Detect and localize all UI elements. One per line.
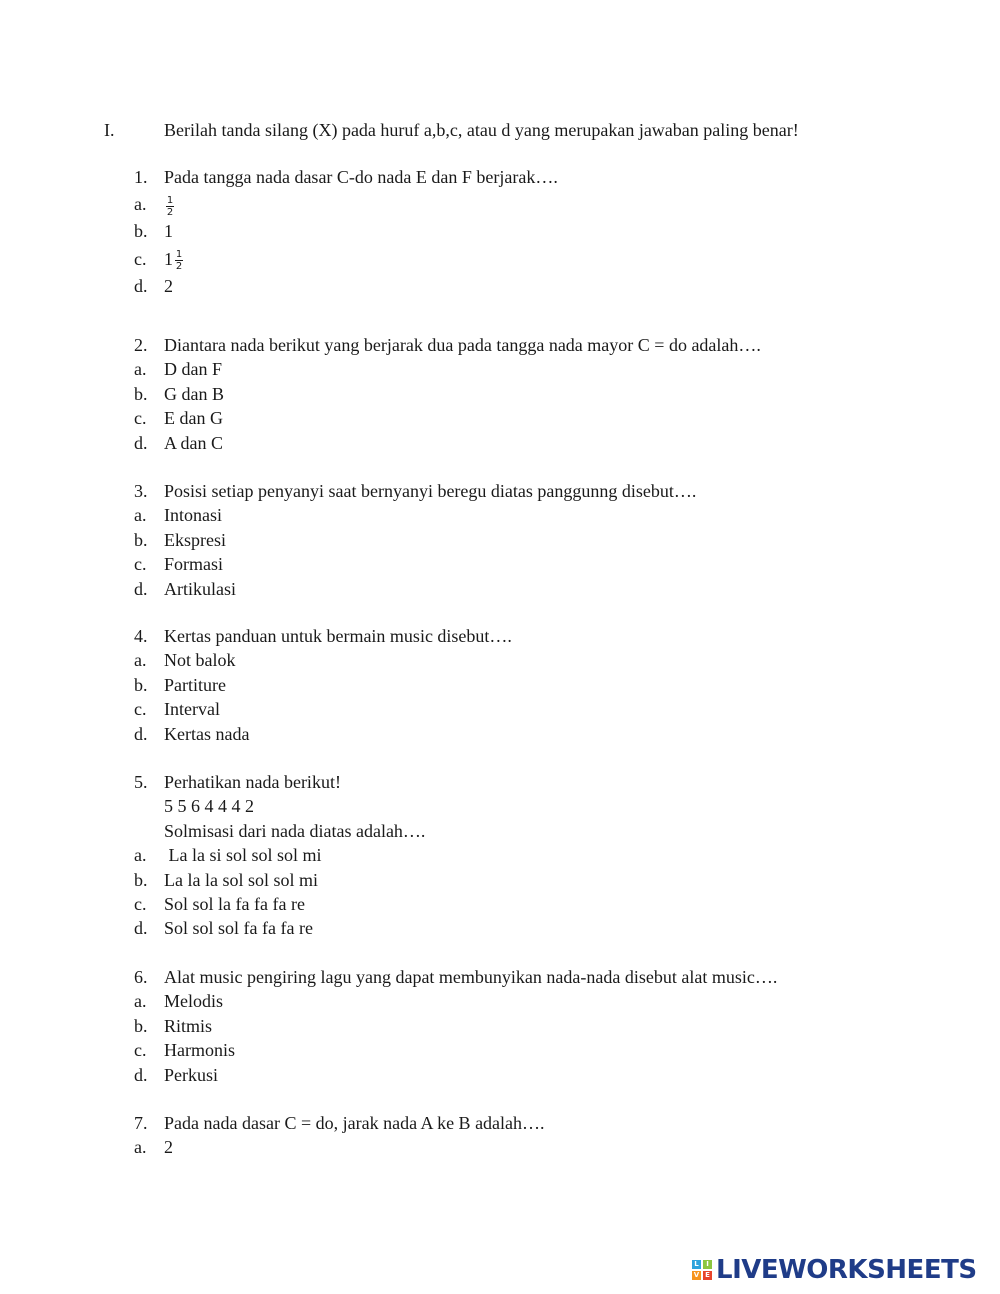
option-c[interactable] bbox=[134, 406, 994, 430]
option-label: a. bbox=[134, 194, 147, 215]
question-number: 5. bbox=[134, 772, 148, 792]
option-label: b. bbox=[134, 869, 148, 890]
option-label: d. bbox=[134, 432, 148, 453]
option-label: d. bbox=[134, 1064, 148, 1085]
option-label: d. bbox=[134, 918, 148, 939]
fraction-numerator: 1 bbox=[166, 194, 174, 206]
option-a[interactable] bbox=[134, 648, 994, 672]
option-text: Perkusi bbox=[164, 1064, 218, 1085]
option-text: La la la sol sol sol mi bbox=[164, 869, 318, 890]
fraction bbox=[166, 195, 174, 218]
option-text: Sol sol la fa fa fa re bbox=[164, 893, 305, 914]
option-text: A dan C bbox=[164, 432, 224, 453]
option-a[interactable] bbox=[134, 1135, 994, 1159]
logo-cube: L bbox=[692, 1260, 701, 1269]
option-label: a. bbox=[134, 845, 147, 866]
logo-cube: I bbox=[703, 1260, 712, 1269]
option-a[interactable] bbox=[134, 189, 994, 219]
option-b[interactable] bbox=[134, 868, 994, 892]
option-c[interactable] bbox=[134, 697, 994, 721]
liveworksheets-logo bbox=[692, 1254, 977, 1286]
question-number: 2. bbox=[134, 335, 148, 355]
option-label: a. bbox=[134, 1137, 147, 1158]
option-text: Not balok bbox=[164, 650, 236, 671]
logo-cube: V bbox=[693, 1271, 700, 1279]
question-3 bbox=[134, 479, 994, 601]
option-b[interactable] bbox=[134, 219, 994, 243]
option-label: b. bbox=[134, 383, 148, 404]
option-text: Artikulasi bbox=[164, 578, 236, 599]
option-text: Formasi bbox=[164, 554, 224, 575]
option-d[interactable] bbox=[134, 274, 994, 298]
option-d[interactable] bbox=[134, 431, 994, 455]
option-d[interactable] bbox=[134, 916, 994, 940]
question-text: Diantara nada berikut yang berjarak dua pada tangga nada mayor C = do adalah…. bbox=[164, 335, 761, 355]
option-text: Partiture bbox=[164, 674, 226, 695]
question-text: Perhatikan nada berikut! bbox=[164, 772, 341, 792]
option-d[interactable] bbox=[134, 1063, 994, 1087]
question-5 bbox=[134, 770, 994, 941]
option-b[interactable] bbox=[134, 1014, 994, 1038]
logo-cube: E bbox=[703, 1271, 712, 1280]
option-b[interactable] bbox=[134, 528, 994, 552]
option-label: d. bbox=[134, 578, 148, 599]
section-number: I. bbox=[104, 120, 115, 140]
section-instruction: Berilah tanda silang (X) pada huruf a,b,c, atau d yang merupakan jawaban paling benar! bbox=[164, 120, 799, 140]
option-label: c. bbox=[134, 554, 147, 575]
logo-cubes-icon bbox=[692, 1260, 712, 1280]
logo-wordmark: LIVEWORKSHEETS bbox=[716, 1255, 977, 1285]
option-text: 2 bbox=[164, 275, 173, 296]
option-label: b. bbox=[134, 674, 148, 695]
option-label: b. bbox=[134, 529, 148, 550]
option-label: d. bbox=[134, 275, 148, 296]
option-text: La la si sol sol sol mi bbox=[164, 845, 322, 866]
option-label: c. bbox=[134, 893, 147, 914]
option-c[interactable] bbox=[134, 552, 994, 576]
option-label: b. bbox=[134, 221, 148, 242]
option-text: 1 bbox=[164, 248, 173, 269]
fraction-denominator: 2 bbox=[166, 206, 174, 218]
fraction-denominator: 2 bbox=[175, 261, 183, 273]
option-b[interactable] bbox=[134, 673, 994, 697]
option-text: D dan F bbox=[164, 359, 222, 380]
option-a[interactable] bbox=[134, 503, 994, 527]
option-text: Ekspresi bbox=[164, 529, 226, 550]
option-text: E dan G bbox=[164, 408, 223, 429]
option-label: d. bbox=[134, 723, 148, 744]
option-label: c. bbox=[134, 248, 147, 269]
option-a[interactable] bbox=[134, 843, 994, 867]
option-d[interactable] bbox=[134, 577, 994, 601]
option-c[interactable] bbox=[134, 1038, 994, 1062]
question-6 bbox=[134, 965, 994, 1087]
fraction bbox=[175, 249, 183, 272]
question-2 bbox=[134, 333, 994, 455]
question-7 bbox=[134, 1111, 994, 1160]
question-4 bbox=[134, 624, 994, 746]
option-text: Interval bbox=[164, 699, 220, 720]
question-number: 7. bbox=[134, 1113, 148, 1133]
fraction-numerator: 1 bbox=[175, 249, 183, 261]
option-c[interactable] bbox=[134, 244, 994, 274]
question-text: Solmisasi dari nada diatas adalah…. bbox=[164, 820, 426, 841]
option-a[interactable] bbox=[134, 357, 994, 381]
question-text: Posisi setiap penyanyi saat bernyanyi beregu diatas panggunng disebut…. bbox=[164, 481, 697, 501]
option-label: b. bbox=[134, 1015, 148, 1036]
option-text: Ritmis bbox=[164, 1015, 213, 1036]
option-text: Kertas nada bbox=[164, 723, 250, 744]
question-text: Kertas panduan untuk bermain music disebut…. bbox=[164, 626, 512, 646]
option-label: c. bbox=[134, 408, 147, 429]
option-d[interactable] bbox=[134, 722, 994, 746]
question-text: Alat music pengiring lagu yang dapat membunyikan nada-nada disebut alat music…. bbox=[164, 967, 778, 987]
question-text: Pada nada dasar C = do, jarak nada A ke B adalah…. bbox=[164, 1113, 545, 1133]
option-text: Sol sol sol fa fa fa re bbox=[164, 918, 313, 939]
question-1 bbox=[134, 165, 994, 298]
notation-line: 5 5 6 4 4 4 2 bbox=[164, 796, 254, 817]
option-label: c. bbox=[134, 699, 147, 720]
question-number: 1. bbox=[134, 167, 148, 187]
question-number: 4. bbox=[134, 626, 148, 646]
option-text: 2 bbox=[164, 1137, 173, 1158]
option-text: Harmonis bbox=[164, 1040, 235, 1061]
option-label: a. bbox=[134, 650, 147, 671]
question-number: 6. bbox=[134, 967, 148, 987]
option-label: a. bbox=[134, 359, 147, 380]
option-a[interactable] bbox=[134, 989, 994, 1013]
option-label: c. bbox=[134, 1040, 147, 1061]
option-c[interactable] bbox=[134, 892, 994, 916]
option-label: a. bbox=[134, 505, 147, 526]
option-text: Melodis bbox=[164, 991, 224, 1012]
question-text: Pada tangga nada dasar C-do nada E dan F berjarak…. bbox=[164, 167, 558, 187]
option-label: a. bbox=[134, 991, 147, 1012]
option-b[interactable] bbox=[134, 382, 994, 406]
option-text: Intonasi bbox=[164, 505, 222, 526]
option-text: G dan B bbox=[164, 383, 224, 404]
option-text: 1 bbox=[164, 221, 173, 242]
question-number: 3. bbox=[134, 481, 148, 501]
